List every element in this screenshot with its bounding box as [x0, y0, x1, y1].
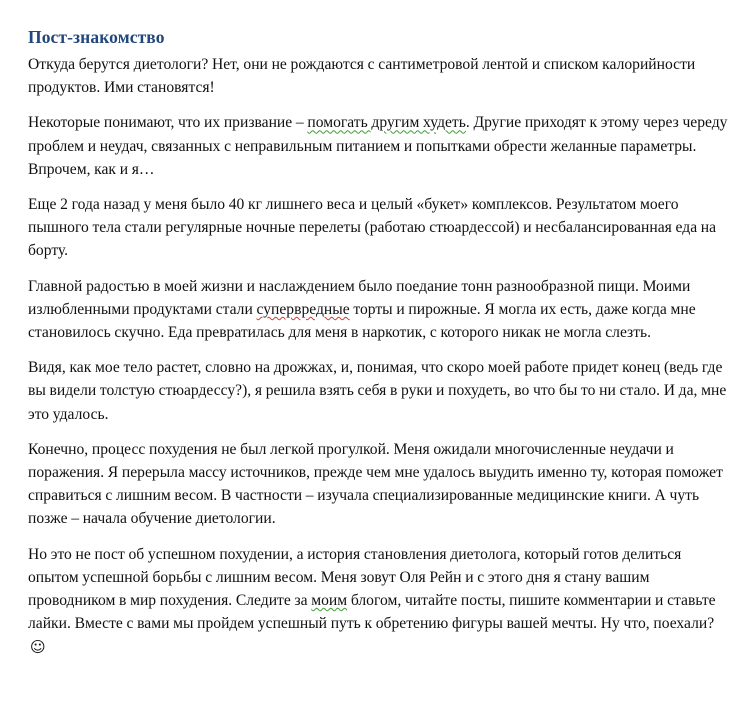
paragraph-2: Некоторые понимают, что их призвание – помогать другим худеть. Другие приходят к этому через череду проблем и неудач, связанных с неправильным питанием и попытками обрести желанные параметры. Впрочем, как и я… [28, 114, 728, 178]
spelling-error-underline: супервредные [256, 300, 350, 318]
paragraph-4: Главной радостью в моей жизни и наслаждением было поедание тонн разнообразной пищи. Моими излюбленными продуктами стали супервредные торты и пирожные. Я могла их есть, даже когда мне становилось скучно. Еда превратилась для меня в наркотик, с которого никак не могла слезть. [28, 277, 696, 342]
paragraph-1: Откуда берутся диетологи? Нет, они не рождаются с сантиметровой лентой и списком калорийности продуктов. Ими становятся! [28, 56, 696, 97]
page-title: Пост-знакомство [28, 27, 165, 47]
grammar-check-underline: моим [311, 592, 348, 610]
grammar-check-underline: помогать другим худеть [307, 114, 466, 132]
paragraph-5: Видя, как мое тело растет, словно на дрожжах, и, понимая, что скоро моей работе придет конец (ведь где вы видели толстую стюардессу?), я решила взять себя в руки и похудеть, во что бы то ни стало. И да, мне это удалось. [28, 359, 727, 423]
paragraph-6: Конечно, процесс похудения не был легкой прогулкой. Меня ожидали многочисленные неудачи и поражения. Я перерыла массу источников, прежде чем мне удалось выудить именно ту, которая поможет справиться с лишним весом. В частности – изучала специализированные медицинские книги. А чуть позже – начала обучение диетологии. [28, 440, 723, 528]
smiley-face-icon: ☺ [30, 638, 46, 657]
paragraph-3: Еще 2 года назад у меня было 40 кг лишнего веса и целый «букет» комплексов. Результатом моего пышного тела стали регулярные ночные перелеты (работаю стюардессой) и несбалансированная еда на борту. [28, 196, 717, 260]
document-body[interactable] [28, 53, 730, 659]
paragraph-7: Но это не пост об успешном похудении, а история становления диетолога, который готов делиться опытом успешной борьбы с лишним весом. Меня зовут Оля Рейн и с этого дня я стану вашим проводником в мир похудения. Следите за моим блогом, читайте посты, пишите комментарии и ставьте лайки. Вместе с вами мы пройдем успешный путь к обретению фигуры вашей мечты. Ну что, поехали? ☺ [28, 545, 716, 657]
